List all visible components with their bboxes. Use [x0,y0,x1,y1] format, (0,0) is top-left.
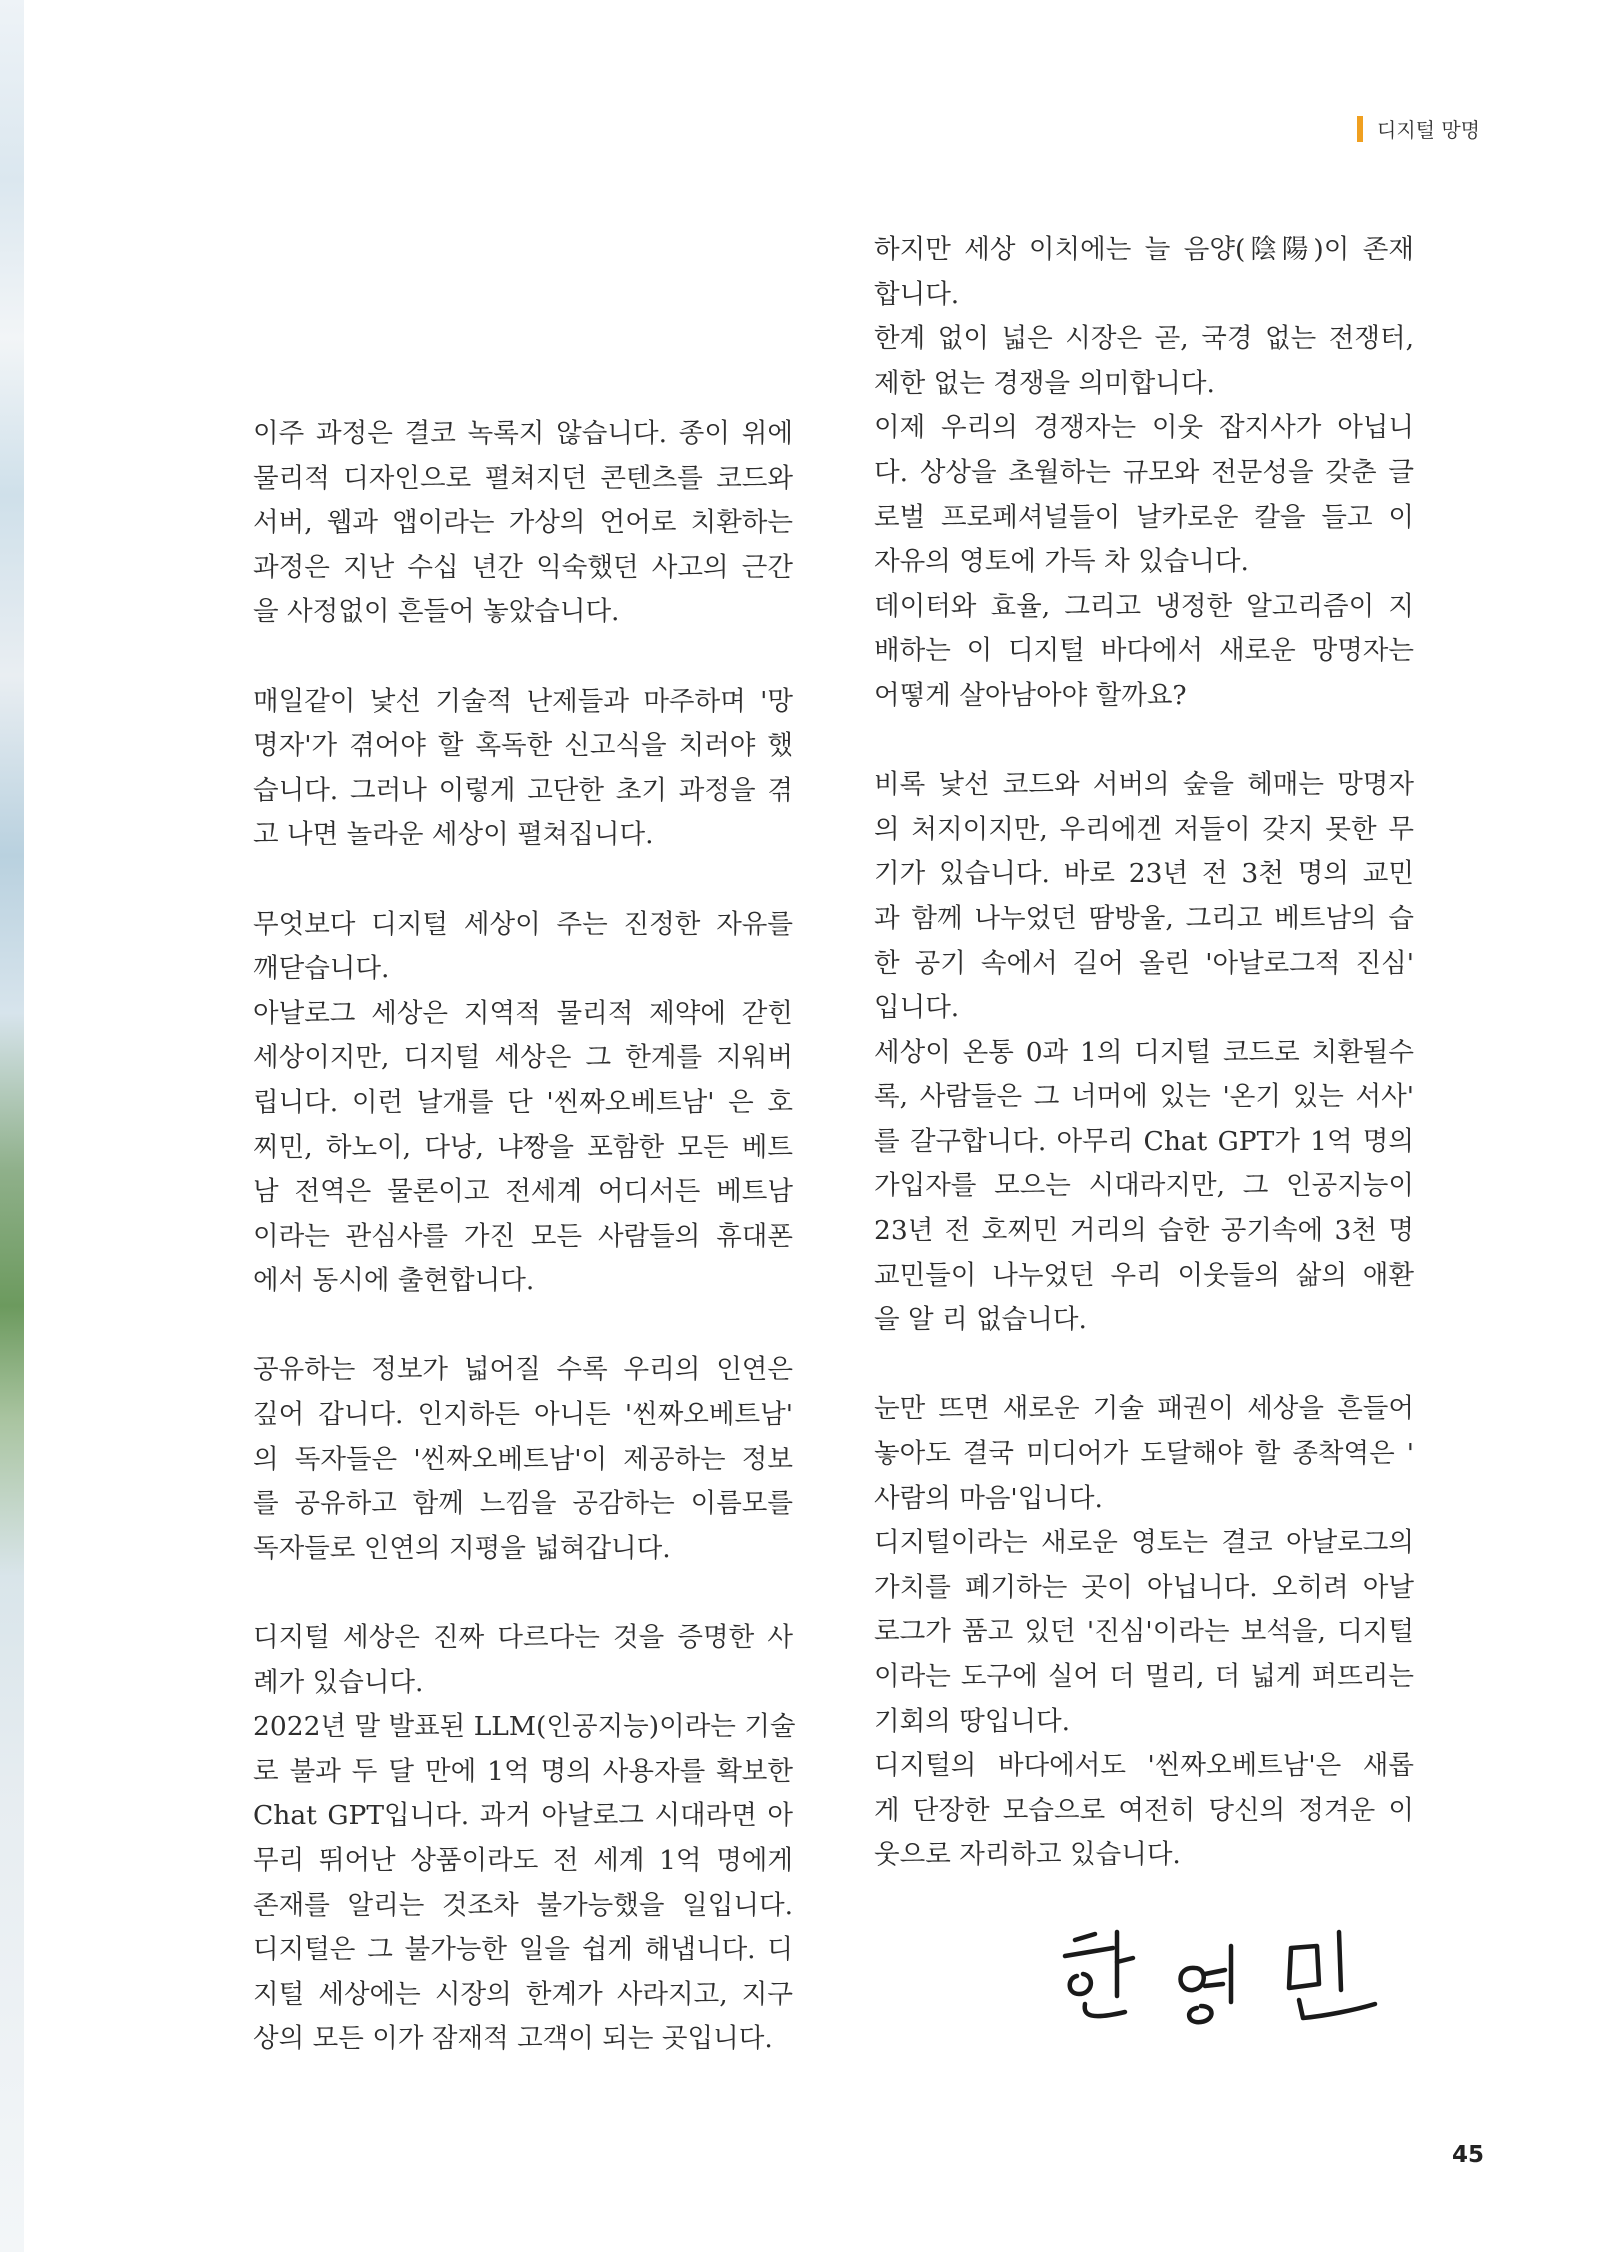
text-line: 에서 동시에 출현합니다. [253,1265,535,1297]
text-line: 존재를 알리는 것조차 불가능했을 일입니다. [253,1889,793,1921]
text-line: 사람의 마음'입니다. [874,1482,1103,1514]
text-line: 한 공기 속에서 길어 올린 '아날로그적 진심' [874,947,1414,979]
text-line: 이라는 관심사를 가진 모든 사람들의 휴대폰 [253,1220,793,1252]
text-line: 하지만 세상 이치에는 늘 음양(陰陽)이 존재 [874,234,1414,265]
paragraph-gap [253,1304,793,1349]
text-line: 로그가 품고 있던 '진심'이라는 보석을, 디지털 [874,1616,1414,1648]
text-line: 로벌 프로페셔널들이 날카로운 칼을 들고 이 [874,501,1414,533]
text-line: 비록 낯선 코드와 서버의 숲을 헤매는 망명자 [874,769,1414,801]
text-line: 가입자를 모으는 시대라지만, 그 인공지능이 [874,1170,1414,1202]
text-line: 세상이지만, 디지털 세상은 그 한계를 지워버 [253,1042,793,1074]
text-line: 명자'가 겪어야 할 혹독한 신고식을 치러야 했 [253,730,793,762]
text-line: 물리적 디자인으로 펼쳐지던 콘텐츠를 코드와 [253,462,793,494]
paragraph-gap [874,719,1414,764]
text-line: 교민들이 나누었던 우리 이웃들의 삶의 애환 [874,1259,1414,1291]
right-text-column [874,228,1414,1878]
text-line: 게 단장한 모습으로 여전히 당신의 정겨운 이 [874,1794,1414,1826]
text-line: 이라는 도구에 실어 더 멀리, 더 넓게 퍼뜨리는 [874,1661,1414,1692]
page-number: 45 [1452,2142,1485,2168]
text-line: 을 사정없이 흔들어 놓았습니다. [253,596,620,628]
text-line: 과 함께 나누었던 땀방울, 그리고 베트남의 습 [874,902,1414,934]
text-line: 아날로그 세상은 지역적 물리적 제약에 갇힌 [253,997,793,1029]
text-line: 깨닫습니다. [253,953,390,985]
text-line: 찌민, 하노이, 다낭, 냐짱을 포함한 모든 베트 [253,1131,793,1163]
text-line: 23년 전 호찌민 거리의 습한 공기속에 3천 명 [874,1215,1414,1247]
text-line: 과정은 지난 수십 년간 익숙했던 사고의 근간 [253,551,793,583]
section-title: 디지털 망명 [1377,118,1480,142]
paragraph-gap [253,858,793,903]
text-line: 놓아도 결국 미디어가 도달해야 할 종착역은 ' [874,1438,1414,1470]
text-line: 를 갈구합니다. 아무리 Chat GPT가 1억 명의 [874,1125,1414,1157]
text-line: 기회의 땅입니다. [874,1705,1071,1737]
text-line: 매일같이 낯선 기술적 난제들과 마주하며 '망 [253,685,793,717]
text-line: 고 나면 놀라운 세상이 펼쳐집니다. [253,819,654,851]
text-line: Chat GPT입니다. 과거 아날로그 시대라면 아 [253,1800,793,1832]
cover-image-edge [0,0,24,2252]
text-line: 다. 상상을 초월하는 규모와 전문성을 갖춘 글 [874,456,1414,488]
text-line: 배하는 이 디지털 바다에서 새로운 망명자는 [874,635,1414,667]
text-line: 이주 과정은 결코 녹록지 않습니다. 종이 위에 [253,418,793,449]
paragraph-gap [253,635,793,680]
left-text-column [253,412,796,2062]
text-line: 로 불과 두 달 만에 1억 명의 사용자를 확보한 [253,1755,793,1787]
text-line: 입니다. [874,992,960,1024]
text-line: 지털 세상에는 시장의 한계가 사라지고, 지구 [253,1978,793,2010]
text-line: 데이터와 효율, 그리고 냉정한 알고리즘이 지 [874,590,1414,622]
text-line: 습니다. 그러나 이렇게 고단한 초기 과정을 겪 [253,774,793,806]
text-line: 무엇보다 디지털 세상이 주는 진정한 자유를 [253,908,793,940]
text-line: 공유하는 정보가 넓어질 수록 우리의 인연은 [253,1354,793,1386]
text-line: 서버, 웹과 앱이라는 가상의 언어로 치환하는 [253,507,793,539]
text-line: 의 처지이지만, 우리에겐 저들이 갖지 못한 무 [874,813,1414,845]
text-line: 디지털의 바다에서도 '씬짜오베트남'은 새롭 [874,1750,1414,1782]
text-line: 이제 우리의 경쟁자는 이웃 잡지사가 아닙니 [874,412,1414,444]
text-line: 제한 없는 경쟁을 의미합니다. [874,367,1215,399]
text-line: 립니다. 이런 날개를 단 '씬짜오베트남' 은 호 [253,1086,793,1118]
text-line: 남 전역은 물론이고 전세계 어디서든 베트남 [253,1176,793,1208]
text-line: 을 알 리 없습니다. [874,1304,1087,1336]
section-marker-bar [1357,116,1363,142]
handwritten-signature [1055,1918,1415,2028]
text-line: 를 공유하고 함께 느낌을 공감하는 이름모를 [253,1488,793,1520]
text-line: 무리 뛰어난 상품이라도 전 세계 1억 명에게 [253,1845,793,1876]
paragraph-gap [253,1571,793,1616]
text-line: 상의 모든 이가 잠재적 고객이 되는 곳입니다. [253,2023,773,2055]
text-line: 디지털은 그 불가능한 일을 쉽게 해냅니다. 디 [253,1934,793,1966]
text-line: 2022년 말 발표된 LLM(인공지능)이라는 기술 [253,1711,796,1743]
text-line: 세상이 온통 0과 1의 디지털 코드로 치환될수 [874,1036,1414,1068]
section-header [1357,114,1480,143]
text-line: 례가 있습니다. [253,1666,424,1698]
text-line: 어떻게 살아남아야 할까요? [874,679,1187,711]
text-line: 독자들로 인연의 지평을 넓혀갑니다. [253,1532,671,1564]
text-line: 가치를 폐기하는 곳이 아닙니다. 오히려 아날 [874,1571,1414,1603]
text-line: 기가 있습니다. 바로 23년 전 3천 명의 교민 [874,858,1414,890]
text-line: 웃으로 자리하고 있습니다. [874,1839,1181,1871]
text-line: 록, 사람들은 그 너머에 있는 '온기 있는 서사' [874,1081,1414,1113]
text-line: 깊어 갑니다. 인지하든 아니든 '씬짜오베트남' [253,1399,793,1431]
text-line: 디지털 세상은 진짜 다르다는 것을 증명한 사 [253,1622,793,1654]
text-line: 눈만 뜨면 새로운 기술 패권이 세상을 흔들어 [874,1393,1414,1425]
text-line: 한계 없이 넓은 시장은 곧, 국경 없는 전쟁터, [874,323,1414,355]
text-line: 디지털이라는 새로운 영토는 결코 아날로그의 [874,1527,1414,1559]
text-line: 의 독자들은 '씬짜오베트남'이 제공하는 정보 [253,1443,793,1475]
text-line: 자유의 영토에 가득 차 있습니다. [874,546,1249,578]
text-line: 합니다. [874,278,960,310]
paragraph-gap [874,1343,1414,1388]
